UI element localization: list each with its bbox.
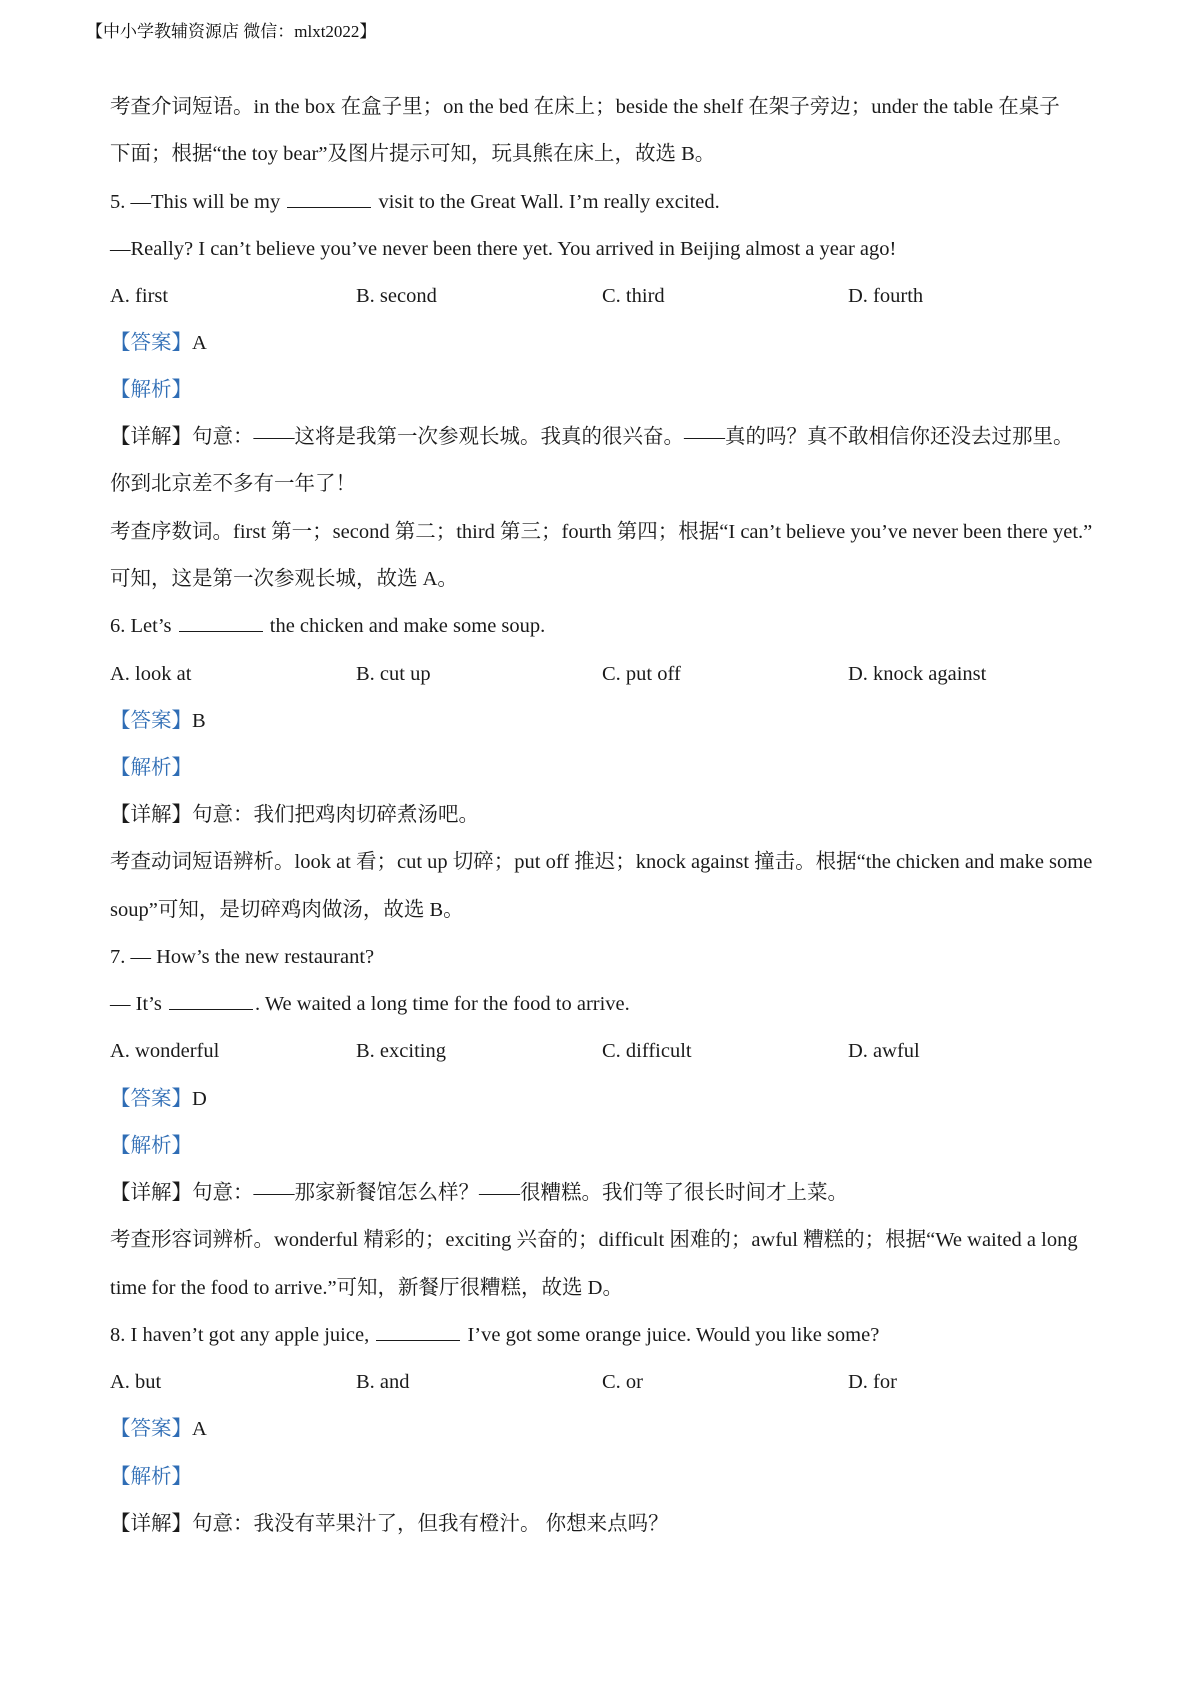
analysis-tag: 【解析】	[110, 1466, 192, 1488]
q7-explain-1: 考查形容词辨析。wonderful 精彩的；exciting 兴奋的；difficult 困难的；awful 糟糕的；根据“We waited a long	[110, 1229, 1078, 1251]
q7-analysis	[110, 1132, 192, 1160]
q7-option-c: C. difficult	[602, 1040, 692, 1062]
q5-answer-value: A	[192, 332, 207, 354]
q6-explain-1: 考查动词短语辨析。look at 看；cut up 切碎；put off 推迟；knock against 撞击。根据“the chicken and make some	[110, 851, 1093, 873]
answer-tag: 【答案】	[110, 1088, 192, 1110]
q8-stem	[110, 1321, 879, 1349]
answer-tag: 【答案】	[110, 1418, 192, 1440]
q7-option-b: B. exciting	[356, 1040, 446, 1062]
q7-option-a: A. wonderful	[110, 1040, 220, 1062]
intro-line-1: 考查介词短语。in the box 在盒子里；on the bed 在床上；beside the shelf 在架子旁边；under the table 在桌子	[110, 96, 1060, 118]
analysis-tag: 【解析】	[110, 379, 192, 401]
detail-tag: 【详解】	[110, 426, 192, 448]
q6-answer-value: B	[192, 710, 206, 732]
q6-option-c: C. put off	[602, 663, 681, 685]
q5-detail-text: 句意：——这将是我第一次参观长城。我真的很兴奋。——真的吗？真不敢相信你还没去过那里。	[192, 426, 1074, 448]
q6-stem	[110, 612, 545, 640]
analysis-tag: 【解析】	[110, 757, 192, 779]
q6-analysis	[110, 754, 192, 782]
q8-option-b: B. and	[356, 1371, 410, 1393]
intro-line-2: 下面；根据“the toy bear”及图片提示可知，玩具熊在床上，故选 B。	[110, 143, 716, 165]
analysis-tag: 【解析】	[110, 1135, 192, 1157]
q6-answer	[110, 707, 206, 735]
q7-answer-value: D	[192, 1088, 207, 1110]
q7-detail-1	[110, 1179, 848, 1207]
q5-dialogue: —Really? I can’t believe you’ve never been there yet. You arrived in Beijing almost a year ago!	[110, 238, 897, 260]
q7-detail-text: 句意：——那家新餐馆怎么样？——很糟糕。我们等了很长时间才上菜。	[192, 1182, 848, 1204]
q5-stem-post: visit to the Great Wall. I’m really excited.	[378, 191, 720, 213]
q7-explain-2: time for the food to arrive.”可知，新餐厅很糟糕，故选 D。	[110, 1277, 623, 1299]
q8-stem-pre: 8. I haven’t got any apple juice,	[110, 1324, 370, 1346]
q7-dialogue	[110, 990, 630, 1018]
q6-option-d: D. knock against	[848, 663, 987, 685]
answer-tag: 【答案】	[110, 710, 192, 732]
q5-option-b: B. second	[356, 285, 437, 307]
q5-answer	[110, 329, 207, 357]
q6-blank	[179, 613, 263, 632]
q6-detail-1	[110, 801, 479, 829]
q6-explain-2: soup”可知，是切碎鸡肉做汤，故选 B。	[110, 899, 464, 921]
q6-stem-pre: 6. Let’s	[110, 615, 172, 637]
q7-stem-post: . We waited a long time for the food to arrive.	[254, 993, 630, 1015]
q5-stem	[110, 188, 720, 216]
q5-option-a: A. first	[110, 285, 169, 307]
q8-answer-value: A	[192, 1418, 207, 1440]
q8-detail-text: 句意：我没有苹果汁了，但我有橙汁。 你想来点吗？	[192, 1513, 669, 1535]
q8-option-c: C. or	[602, 1371, 643, 1393]
q8-option-a: A. but	[110, 1371, 162, 1393]
q6-option-a: A. look at	[110, 663, 192, 685]
q7-stem-pre: — It’s	[110, 993, 162, 1015]
q5-explain-2: 可知，这是第一次参观长城，故选 A。	[110, 568, 458, 590]
q5-detail-2: 你到北京差不多有一年了！	[110, 473, 356, 495]
q8-option-d: D. for	[848, 1371, 897, 1393]
q7-stem: 7. — How’s the new restaurant?	[110, 946, 375, 968]
q6-option-b: B. cut up	[356, 663, 431, 685]
q5-option-c: C. third	[602, 285, 665, 307]
q6-detail-text: 句意：我们把鸡肉切碎煮汤吧。	[192, 804, 479, 826]
q8-detail-1	[110, 1510, 669, 1538]
q5-analysis	[110, 376, 192, 404]
q5-stem-pre: 5. —This will be my	[110, 191, 281, 213]
q8-stem-post: I’ve got some orange juice. Would you like some?	[467, 1324, 880, 1346]
answer-tag: 【答案】	[110, 332, 192, 354]
q8-analysis	[110, 1463, 192, 1491]
detail-tag: 【详解】	[110, 1182, 192, 1204]
q5-detail-1	[110, 423, 1074, 451]
detail-tag: 【详解】	[110, 1513, 192, 1535]
detail-tag: 【详解】	[110, 804, 192, 826]
q5-option-d: D. fourth	[848, 285, 924, 307]
q5-blank	[287, 189, 371, 208]
q8-answer	[110, 1415, 207, 1443]
q8-blank	[376, 1322, 460, 1341]
page-header: 【中小学教辅资源店 微信：mlxt2022】	[86, 22, 377, 41]
q7-answer	[110, 1085, 207, 1113]
q7-blank	[169, 991, 253, 1010]
q5-explain-1: 考查序数词。first 第一；second 第二；third 第三；fourth 第四；根据“I can’t believe you’ve never been there yet.”	[110, 521, 1093, 543]
q7-option-d: D. awful	[848, 1040, 920, 1062]
q6-stem-post: the chicken and make some soup.	[269, 615, 546, 637]
